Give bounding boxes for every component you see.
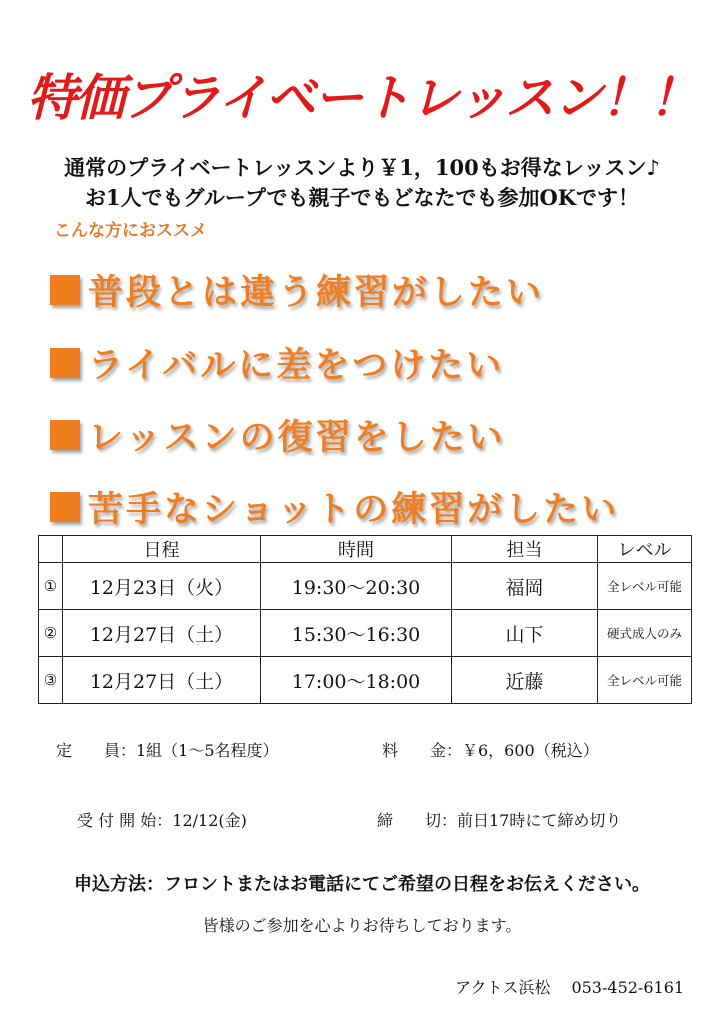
row-number: ① xyxy=(39,563,63,610)
coach-cell: 近藤 xyxy=(452,657,598,704)
coach-cell: 山下 xyxy=(452,610,598,657)
recommend-label: こんな方におススメ xyxy=(54,221,207,241)
level-cell: 全レベル可能 xyxy=(598,657,692,704)
apply-method: 申込方法：フロントまたはお電話にてご希望の日程をお伝えください。 xyxy=(74,874,650,895)
bullet-text: レッスンの復習をしたい xyxy=(88,418,506,458)
bullet-item xyxy=(50,265,544,315)
table-row xyxy=(39,610,692,657)
table-row xyxy=(39,657,692,704)
date-cell: 12月27日（土） xyxy=(63,657,261,704)
table-row xyxy=(39,563,692,610)
contact-footer: アクトス浜松 053-452-6161 xyxy=(455,978,685,997)
square-bullet-icon xyxy=(50,275,80,305)
row-number: ② xyxy=(39,610,63,657)
square-bullet-icon xyxy=(50,492,80,522)
intro-line-1: 通常のプライベートレッスンより￥1，100もお得なレッスン♪ xyxy=(64,155,660,180)
bullet-text: 苦手なショットの練習がしたい xyxy=(88,490,620,530)
header-cell xyxy=(39,536,63,563)
bullet-text: ライバルに差をつけたい xyxy=(88,346,505,386)
table-header-row xyxy=(39,536,692,563)
bullet-item xyxy=(50,338,504,388)
time-cell: 17:00～18:00 xyxy=(261,657,452,704)
time-cell: 15:30～16:30 xyxy=(261,610,452,657)
header-cell: 担当 xyxy=(452,536,598,563)
header-cell: レベル xyxy=(598,536,692,563)
schedule-table xyxy=(38,535,692,704)
closing-message: 皆様のご参加を心よりお待ちしております。 xyxy=(202,916,522,935)
header-cell: 日程 xyxy=(63,536,261,563)
header-cell: 時間 xyxy=(261,536,452,563)
deadline-info: 締 切：前日17時にて締め切り xyxy=(377,811,622,830)
date-cell: 12月23日（火） xyxy=(63,563,261,610)
level-cell: 硬式成人のみ xyxy=(598,610,692,657)
bullet-item xyxy=(50,410,506,460)
capacity-info: 定 員：1組（1～5名程度） xyxy=(56,741,279,760)
intro-line-2: お1人でもグループでも親子でもどなたでも参加OKです！ xyxy=(84,185,640,210)
time-cell: 19:30～20:30 xyxy=(261,563,452,610)
row-number: ③ xyxy=(39,657,63,704)
page-title: 特価プライベートレッスン！！ xyxy=(27,68,697,127)
date-cell: 12月27日（土） xyxy=(63,610,261,657)
coach-cell: 福岡 xyxy=(452,563,598,610)
square-bullet-icon xyxy=(50,420,80,450)
bullet-item xyxy=(50,482,619,532)
level-cell: 全レベル可能 xyxy=(598,563,692,610)
bullet-text: 普段とは違う練習がしたい xyxy=(88,273,545,313)
square-bullet-icon xyxy=(50,348,80,378)
reception-start-info: 受 付 開 始：12/12(金) xyxy=(77,811,247,830)
fee-info: 料 金：￥6，600（税込） xyxy=(382,741,599,760)
